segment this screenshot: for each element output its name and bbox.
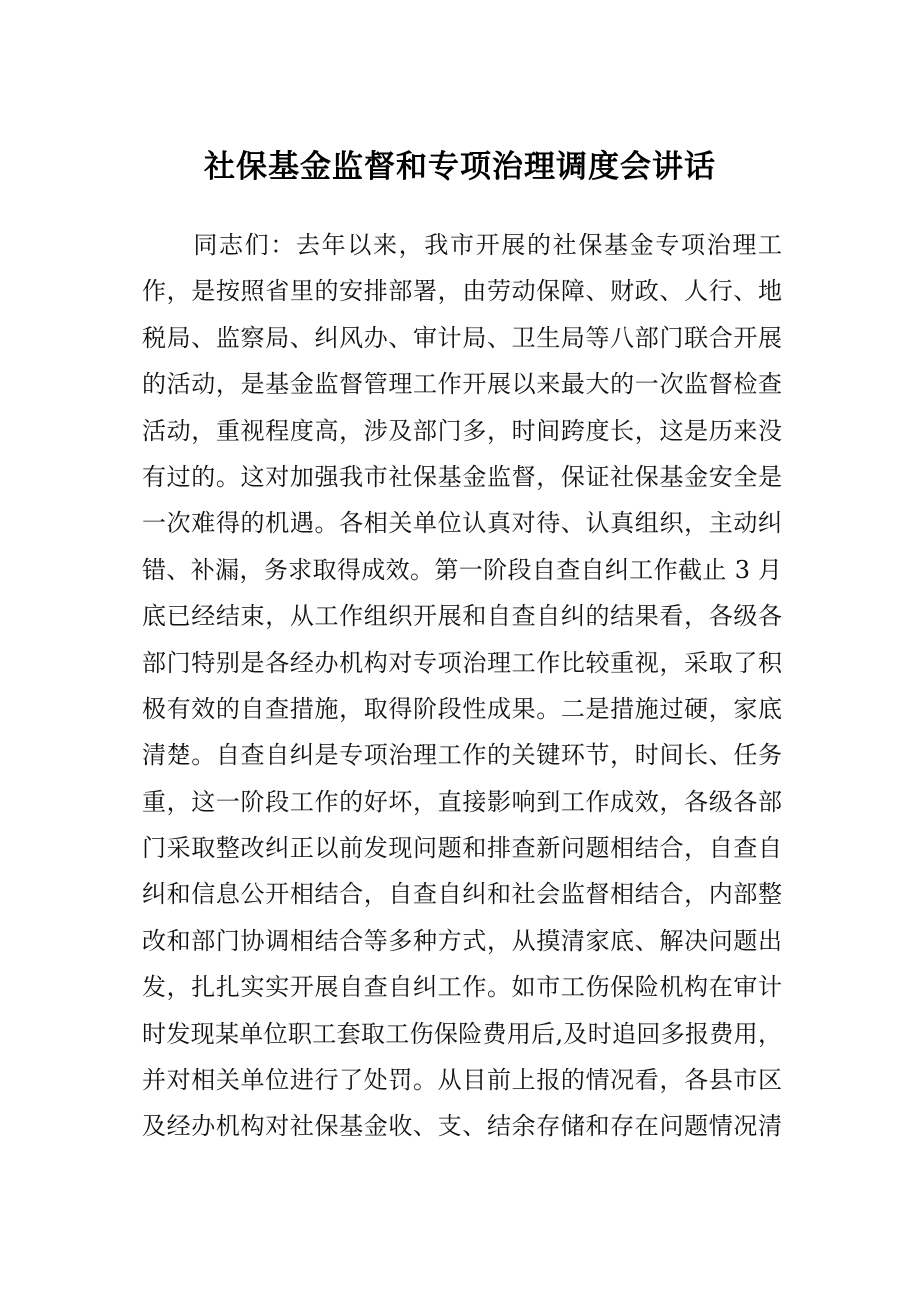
body-line: 税局、监察局、纠风办、审计局、卫生局等八部门联合开展	[142, 323, 782, 352]
body-line: 门采取整改纠正以前发现问题和排查新问题相结合，自查自	[142, 834, 782, 863]
body-line: 部门特别是各经办机构对专项治理工作比较重视，采取了积	[142, 648, 782, 677]
body-line: 作，是按照省里的安排部署，由劳动保障、财政、人行、地	[142, 277, 782, 306]
body-line: 时发现某单位职工套取工伤保险费用后,及时追回多报费用，	[142, 1019, 782, 1048]
body-line: 极有效的自查措施，取得阶段性成果。二是措施过硬，家底	[142, 694, 782, 723]
body-line: 同志们：去年以来，我市开展的社保基金专项治理工	[142, 231, 782, 259]
document-title: 社保基金监督和专项治理调度会讲话	[204, 149, 716, 185]
body-line: 清楚。自查自纠是专项治理工作的关键环节，时间长、任务	[142, 741, 782, 770]
body-line: 底已经结束，从工作组织开展和自查自纠的结果看，各级各	[142, 602, 782, 631]
body-line: 纠和信息公开相结合，自查自纠和社会监督相结合，内部整	[142, 880, 782, 909]
body-line: 一次难得的机遇。各相关单位认真对待、认真组织，主动纠	[142, 509, 782, 538]
body-line: 及经办机构对社保基金收、支、结余存储和存在问题情况清	[142, 1112, 782, 1141]
body-line: 活动，重视程度高，涉及部门多，时间跨度长，这是历来没	[142, 416, 782, 445]
body-line: 有过的。这对加强我市社保基金监督，保证社保基金安全是	[142, 462, 782, 491]
body-line: 并对相关单位进行了处罚。从目前上报的情况看，各县市区	[142, 1066, 782, 1095]
body-line: 发，扎扎实实开展自查自纠工作。如市工伤保险机构在审计	[142, 973, 782, 1002]
document-body	[142, 222, 782, 1150]
body-line: 错、补漏，务求取得成效。第一阶段自查自纠工作截止 3 月	[142, 555, 782, 584]
body-line: 重，这一阶段工作的好坏，直接影响到工作成效，各级各部	[142, 787, 782, 816]
body-line: 的活动，是基金监督管理工作开展以来最大的一次监督检查	[142, 370, 782, 399]
body-line: 改和部门协调相结合等多种方式，从摸清家底、解决问题出	[142, 926, 782, 955]
